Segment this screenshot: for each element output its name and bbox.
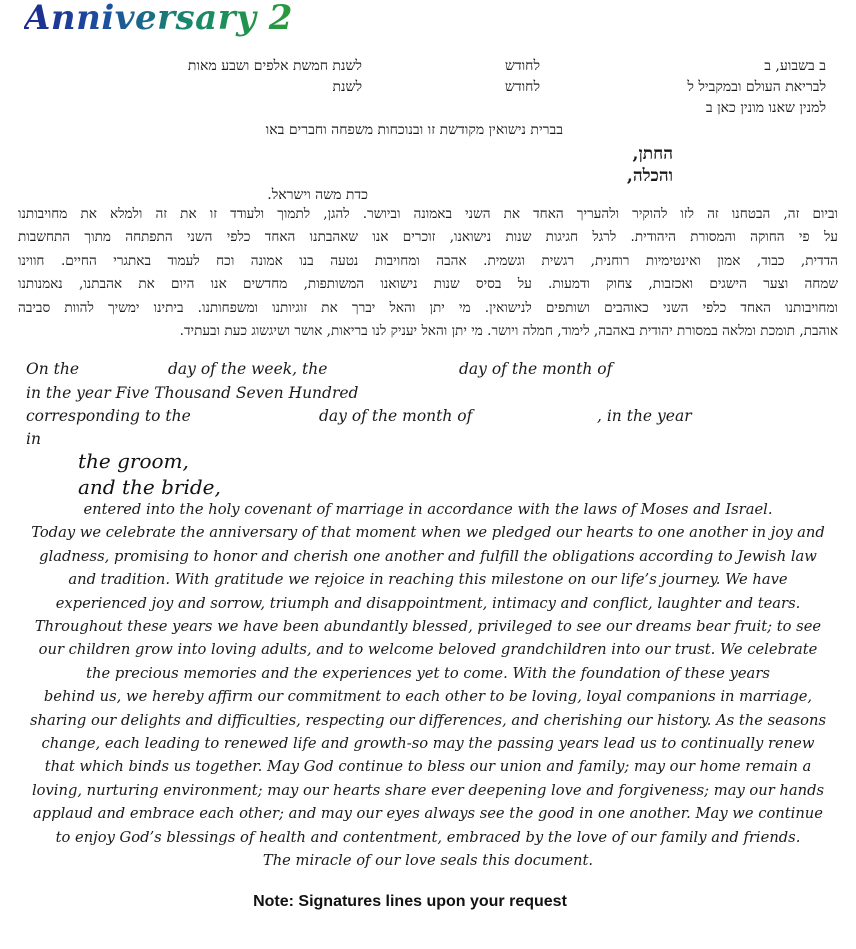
signature-note: Note: Signatures lines upon your request (253, 893, 567, 910)
english-paragraph-line: experienced joy and sorrow, triumph and disappointment, intimacy and conflict, laughter and tears. (55, 594, 801, 612)
hebrew-row2-col3: לשנת (332, 79, 362, 95)
english-paragraph-line: Throughout these years we have been abundantly blessed, privileged to see our dreams bear fruit; to see (34, 618, 822, 636)
english-line1-b: day of the week, the (168, 360, 328, 378)
english-paragraph-line: change, each leading to renewed life and growth-so may the passing years lead us to continually renew (41, 735, 815, 753)
document-title: Anniversary 2 (24, 0, 293, 38)
english-line4: in (26, 430, 41, 448)
hebrew-bride-label: והכלה, (626, 166, 673, 186)
english-paragraph-line: our children grow into loving adults, and to welcome beloved grandchildren into our trust. We celebrate (38, 641, 818, 659)
english-paragraph-line: and tradition. With gratitude we rejoice in reaching this milestone on our life’s journey. We have (68, 571, 788, 589)
hebrew-paragraph-line: הדדית, כבוד, אמון ואינטימיות רוחנית, רגשית וגשמית. אהבה ומחויבות נטעה בנו אמונה וכח לעמוד באתגרי החיים. חווינו (18, 252, 838, 269)
english-paragraph-line: The miracle of our love seals this document. (262, 852, 594, 870)
english-paragraph-line: applaud and embrace each other; and may our eyes always see the good in one another. May we continue (33, 805, 823, 823)
hebrew-paragraph-line: אוהבת, תומכת ומלאה במסורת יהודית באהבה, לימוד, חמלה ויושר. מי יתן והאל יעניק לנו בריאות, אושר ושיגשוג כעת ובעתיד. (179, 323, 838, 340)
english-paragraph-line: behind us, we hereby affirm our commitment to each other to be loving, loyal companions in marriage, (43, 688, 813, 706)
hebrew-paragraph-line: ומחויבותנו האחד כלפי השני כאוהבים ושותפים לנישואין. מי יתן והאל יברך את זוגיותנו ומשפחותנו. ביתינו ימשיך להוות סביבה (18, 299, 838, 316)
hebrew-paragraph (18, 203, 838, 343)
english-paragraph-line: the precious memories and the experiences yet to come. With the foundation of these years (86, 664, 770, 682)
english-line1-a: On the (26, 360, 80, 378)
hebrew-paragraph-line: על פי החוקה והמסורת היהודית. לרגל חגיגות שנות נישואנו, זוכרים אנו שאהבתנו האחד כלפי השני התפתחה מתוך התחשבות (18, 229, 838, 246)
english-paragraph-line: entered into the holy covenant of marriage in accordance with the laws of Moses and Israel. (83, 501, 773, 518)
english-line3-b: day of the month of (319, 407, 473, 425)
hebrew-row1-col1: ב בשבוע, ב (764, 58, 826, 74)
hebrew-paragraph-line: וביום זה, הבטחנו זה לזו להוקיר ולהעריך האחד את השני באמונה וביושר. להגן, לתמוך ולעודד זו את זה ולמלא את מחויבותנו (18, 206, 838, 222)
hebrew-row3: למנין שאנו מונין כאן ב (705, 100, 826, 116)
english-paragraph-line: sharing our delights and difficulties, respecting our differences, and cherishing our history. As the seasons (30, 711, 826, 729)
hebrew-covenant-line: בברית נישואין מקודשת זו ובנוכחות משפחה וחברים באו (265, 122, 563, 138)
hebrew-row2-col2: לחודש (504, 79, 540, 95)
english-paragraph-line: to enjoy God’s blessings of health and contentment, embraced by the love of our family and friends. (55, 828, 801, 846)
english-line2: in the year Five Thousand Seven Hundred (26, 384, 359, 402)
english-paragraph-line: loving, nurturing environment; may our hearts share ever deepening love and forgiveness; may our hands (31, 781, 825, 799)
english-paragraph (20, 498, 836, 873)
hebrew-paragraph-line: שמחה וצער הישגים ואכזבות, צחוק ודמעות. על בסיס שנות נישואנו המשותפות, מחדשים אנו היום את אהבתנו, נאמנותנו (18, 276, 838, 293)
english-paragraph-line: that which binds us together. May God continue to bless our union and family; may our home remain a (44, 758, 812, 776)
english-bride-label: and the bride, (78, 475, 221, 499)
english-paragraph-line: Today we celebrate the anniversary of that moment when we pledged our hearts to one another in joy and (31, 524, 825, 542)
hebrew-groom-label: החתן, (632, 144, 673, 164)
hebrew-law-line: כדת משה וישראל. (267, 187, 368, 203)
english-line1-c: day of the month of (459, 360, 613, 378)
english-line3-c: , in the year (597, 407, 692, 425)
hebrew-row1-col3: לשנת חמשת אלפים ושבע מאות (187, 58, 362, 74)
hebrew-row2-col1: לבריאת העולם ובמקביל ל (687, 79, 826, 95)
english-paragraph-line: gladness, promising to honor and cherish one another and fulfill the obligations according to Jewish law (39, 547, 817, 565)
english-line3-a: corresponding to the (26, 407, 191, 425)
hebrew-row1-col2: לחודש (504, 58, 540, 74)
english-groom-label: the groom, (78, 449, 189, 473)
